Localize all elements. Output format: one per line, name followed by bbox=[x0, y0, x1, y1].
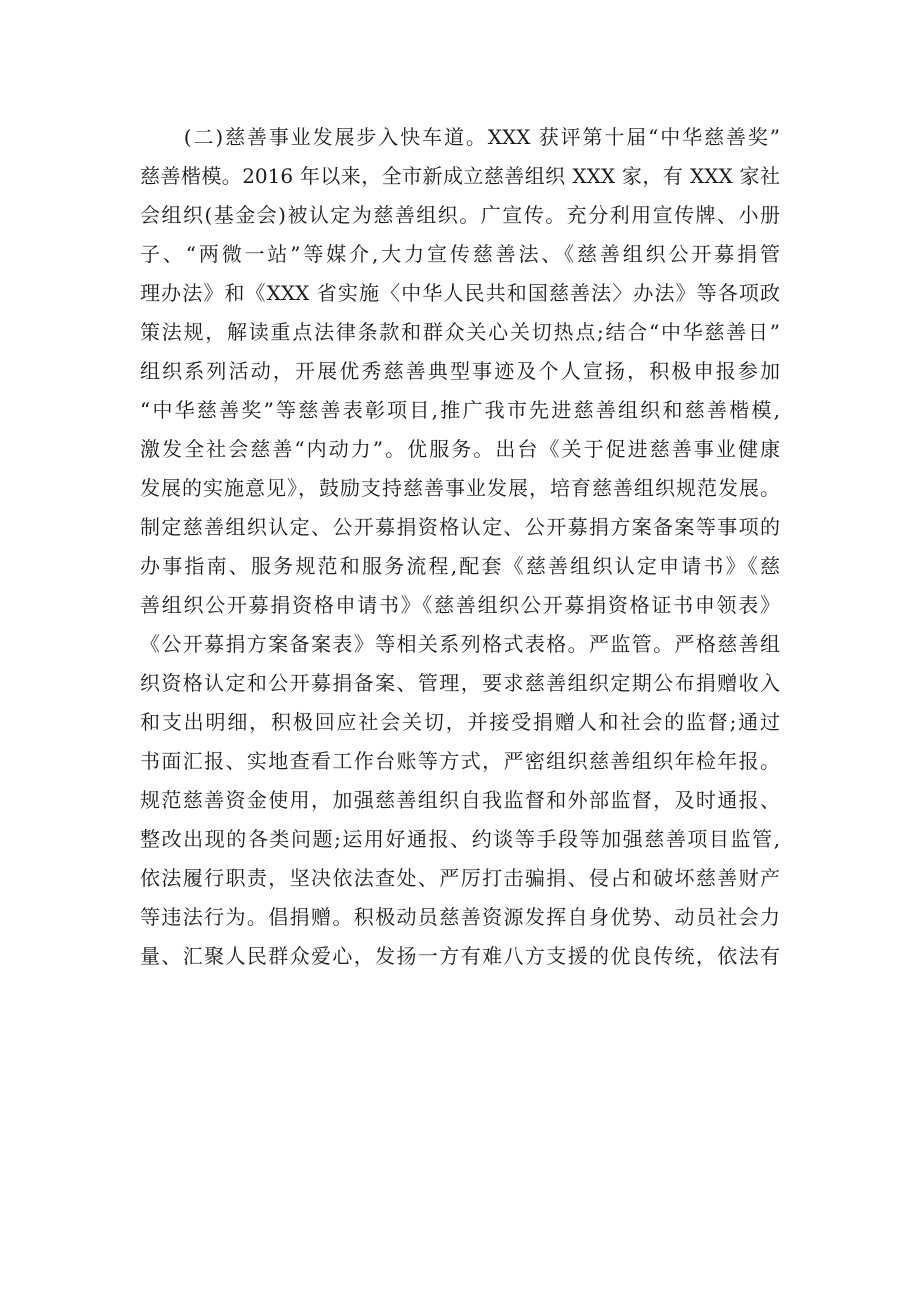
text-line: 理办法》和《XXX 省实施〈中华人民共和国慈善法〉办法》等各项政 bbox=[140, 281, 780, 305]
text-line: 织资格认定和公开募捐备案、管理，要求慈善组织定期公布捐赠收入 bbox=[140, 671, 780, 695]
text-line: 发展的实施意见》，鼓励支持慈善事业发展，培育慈善组织规范发展。 bbox=[140, 476, 780, 500]
text-line: 会组织(基金会)被认定为慈善组织。广宣传。充分利用宣传牌、小册 bbox=[140, 203, 780, 227]
text-line: 等违法行为。倡捐赠。积极动员慈善资源发挥自身优势、动员社会力 bbox=[140, 905, 780, 929]
text-line: 书面汇报、实地查看工作台账等方式，严密组织慈善组织年检年报。 bbox=[140, 749, 780, 773]
text-line: 和支出明细，积极回应社会关切，并接受捐赠人和社会的监督;通过 bbox=[140, 710, 780, 734]
text-line: 慈善楷模。2016 年以来，全市新成立慈善组织 XXX 家，有 XXX 家社 bbox=[140, 164, 780, 188]
text-line: 策法规，解读重点法律条款和群众关心关切热点;结合“中华慈善日” bbox=[140, 320, 780, 344]
text-line: 《公开募捐方案备案表》等相关系列格式表格。严监管。严格慈善组 bbox=[140, 632, 780, 656]
text-line: 整改出现的各类问题;运用好通报、约谈等手段等加强慈善项目监管, bbox=[140, 827, 780, 851]
text-line: 激发全社会慈善“内动力”。优服务。出台《关于促进慈善事业健康 bbox=[140, 437, 780, 461]
text-line: 量、汇聚人民群众爱心，发扬一方有难八方支援的优良传统，依法有 bbox=[140, 944, 780, 968]
text-line: 子、“两微一站”等媒介,大力宣传慈善法、《慈善组织公开募捐管 bbox=[140, 242, 780, 266]
text-line: 办事指南、服务规范和服务流程,配套《慈善组织认定申请书》《慈 bbox=[140, 554, 780, 578]
text-line: 善组织公开募捐资格申请书》《慈善组织公开募捐资格证书申领表》 bbox=[140, 593, 780, 617]
text-line: 组织系列活动，开展优秀慈善典型事迹及个人宣扬，积极申报参加 bbox=[140, 359, 780, 383]
text-line: (二)慈善事业发展步入快车道。XXX 获评第十届“中华慈善奖” bbox=[140, 125, 780, 149]
text-line: “中华慈善奖”等慈善表彰项目,推广我市先进慈善组织和慈善楷模, bbox=[140, 398, 780, 422]
text-line: 制定慈善组织认定、公开募捐资格认定、公开募捐方案备案等事项的 bbox=[140, 515, 780, 539]
body-paragraph bbox=[140, 118, 780, 976]
text-line: 依法履行职责，坚决依法查处、严厉打击骗捐、侵占和破坏慈善财产 bbox=[140, 866, 780, 890]
text-line: 规范慈善资金使用，加强慈善组织自我监督和外部监督，及时通报、 bbox=[140, 788, 780, 812]
